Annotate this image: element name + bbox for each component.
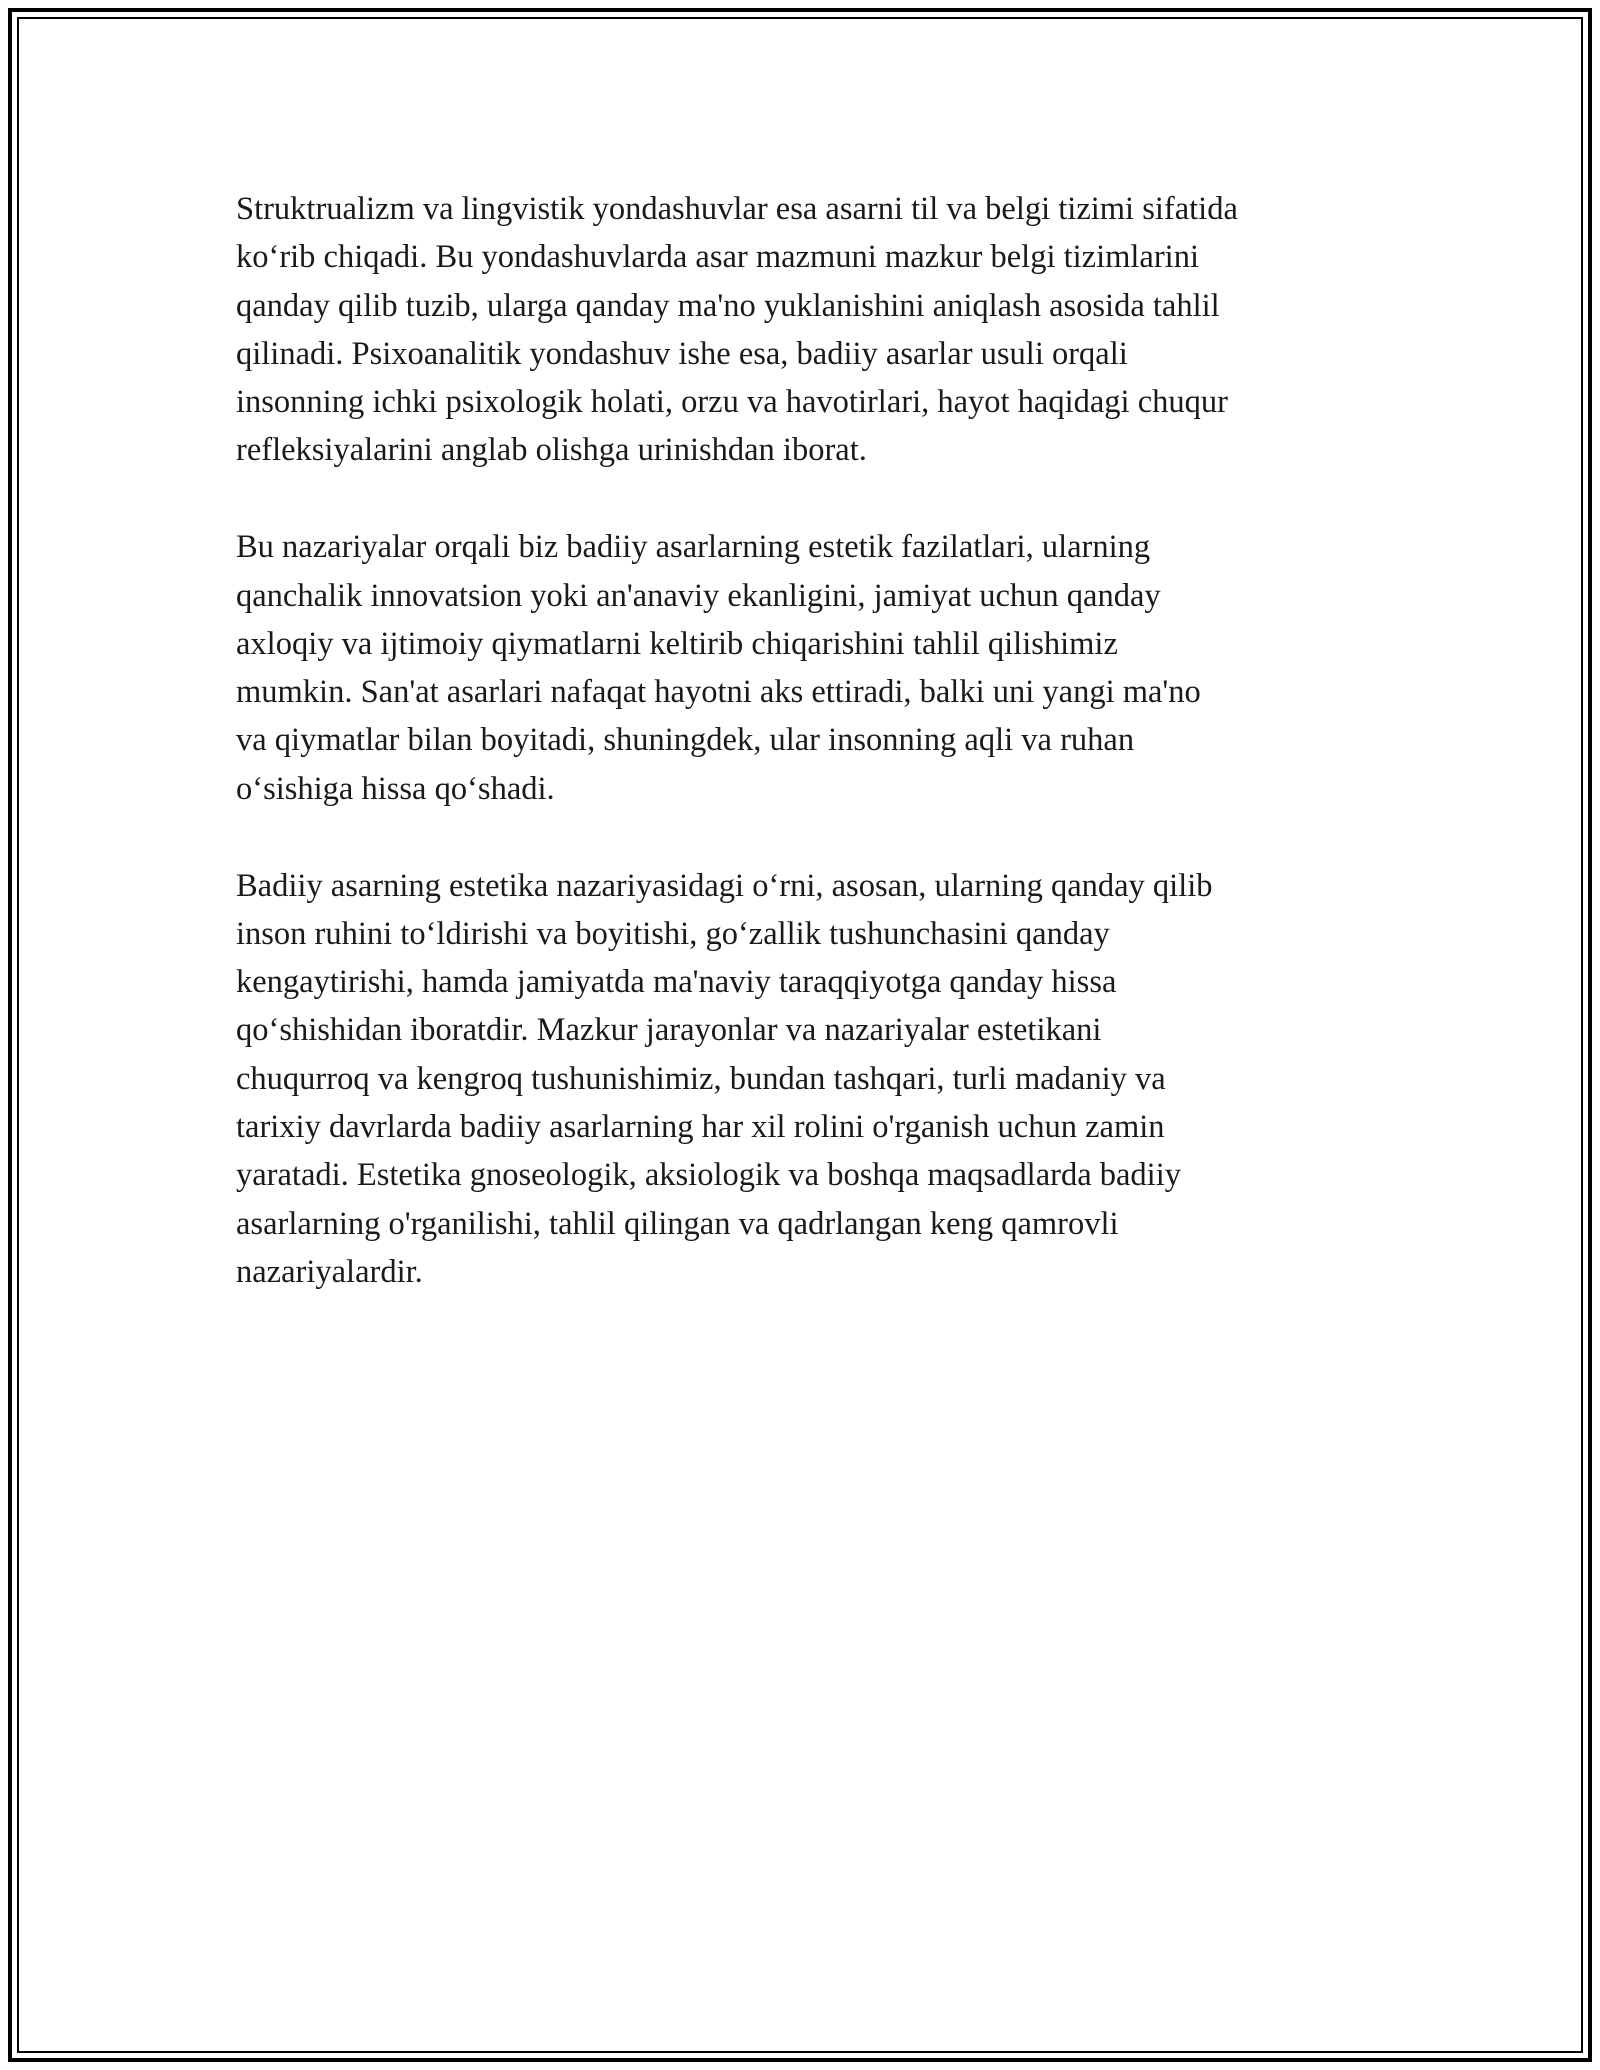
text-line: va qiymatlar bilan boyitadi, shuningdek, ular insonning aqli va ruhan [236,722,1135,759]
text-line: inson ruhini to‘ldirishi va boyitishi, go‘zallik tushunchasini qanday [236,915,1110,952]
text-line: refleksiyalarini anglab olishga urinishdan iborat. [236,432,867,469]
text-line: insonning ichki psixologik holati, orzu va havotirlari, hayot haqidagi chuqur [236,384,1228,421]
text-line: qanday qilib tuzib, ularga qanday ma'no yuklanishini aniqlash asosida tahlil [236,287,1220,324]
text-line: yaratadi. Estetika gnoseologik, aksiologik va boshqa maqsadlarda badiiy [236,1157,1181,1194]
paragraph-1 [236,185,1376,475]
paragraph-2 [236,523,1376,813]
text-line: chuqurroq va kengroq tushunishimiz, bundan tashqari, turli madaniy va [236,1060,1166,1097]
text-line: asarlarning o'rganilishi, tahlil qilingan va qadrlangan keng qamrovli [236,1205,1119,1242]
text-line: qo‘shishidan iboratdir. Mazkur jarayonlar va nazariyalar estetikani [236,1012,1102,1049]
text-line: qilinadi. Psixoanalitik yondashuv ishe esa, badiiy asarlar usuli orqali [236,335,1128,372]
text-line: kengaytirishi, hamda jamiyatda ma'naviy taraqqiyotga qanday hissa [236,964,1117,1001]
text-line: ko‘rib chiqadi. Bu yondashuvlarda asar mazmuni mazkur belgi tizimlarini [236,239,1199,276]
text-line: nazariyalardir. [236,1253,423,1290]
text-line: Bu nazariyalar orqali biz badiiy asarlarning estetik fazilatlari, ularning [236,529,1151,566]
text-line: tarixiy davrlarda badiiy asarlarning har xil rolini o'rganish uchun zamin [236,1109,1165,1146]
text-line: axloqiy va ijtimoiy qiymatlarni keltirib chiqarishini tahlil qilishimiz [236,625,1118,662]
document-body [236,185,1376,1345]
text-line: mumkin. San'at asarlari nafaqat hayotni aks ettiradi, balki uni yangi ma'no [236,674,1201,711]
text-line: Badiiy asarning estetika nazariyasidagi o‘rni, asosan, ularning qanday qilib [236,867,1213,904]
text-line: o‘sishiga hissa qo‘shadi. [236,770,555,807]
text-line: qanchalik innovatsion yoki an'anaviy ekanligini, jamiyat uchun qanday [236,577,1161,614]
paragraph-3 [236,862,1376,1297]
text-line: Struktrualizm va lingvistik yondashuvlar esa asarni til va belgi tizimi sifatida [236,191,1238,227]
